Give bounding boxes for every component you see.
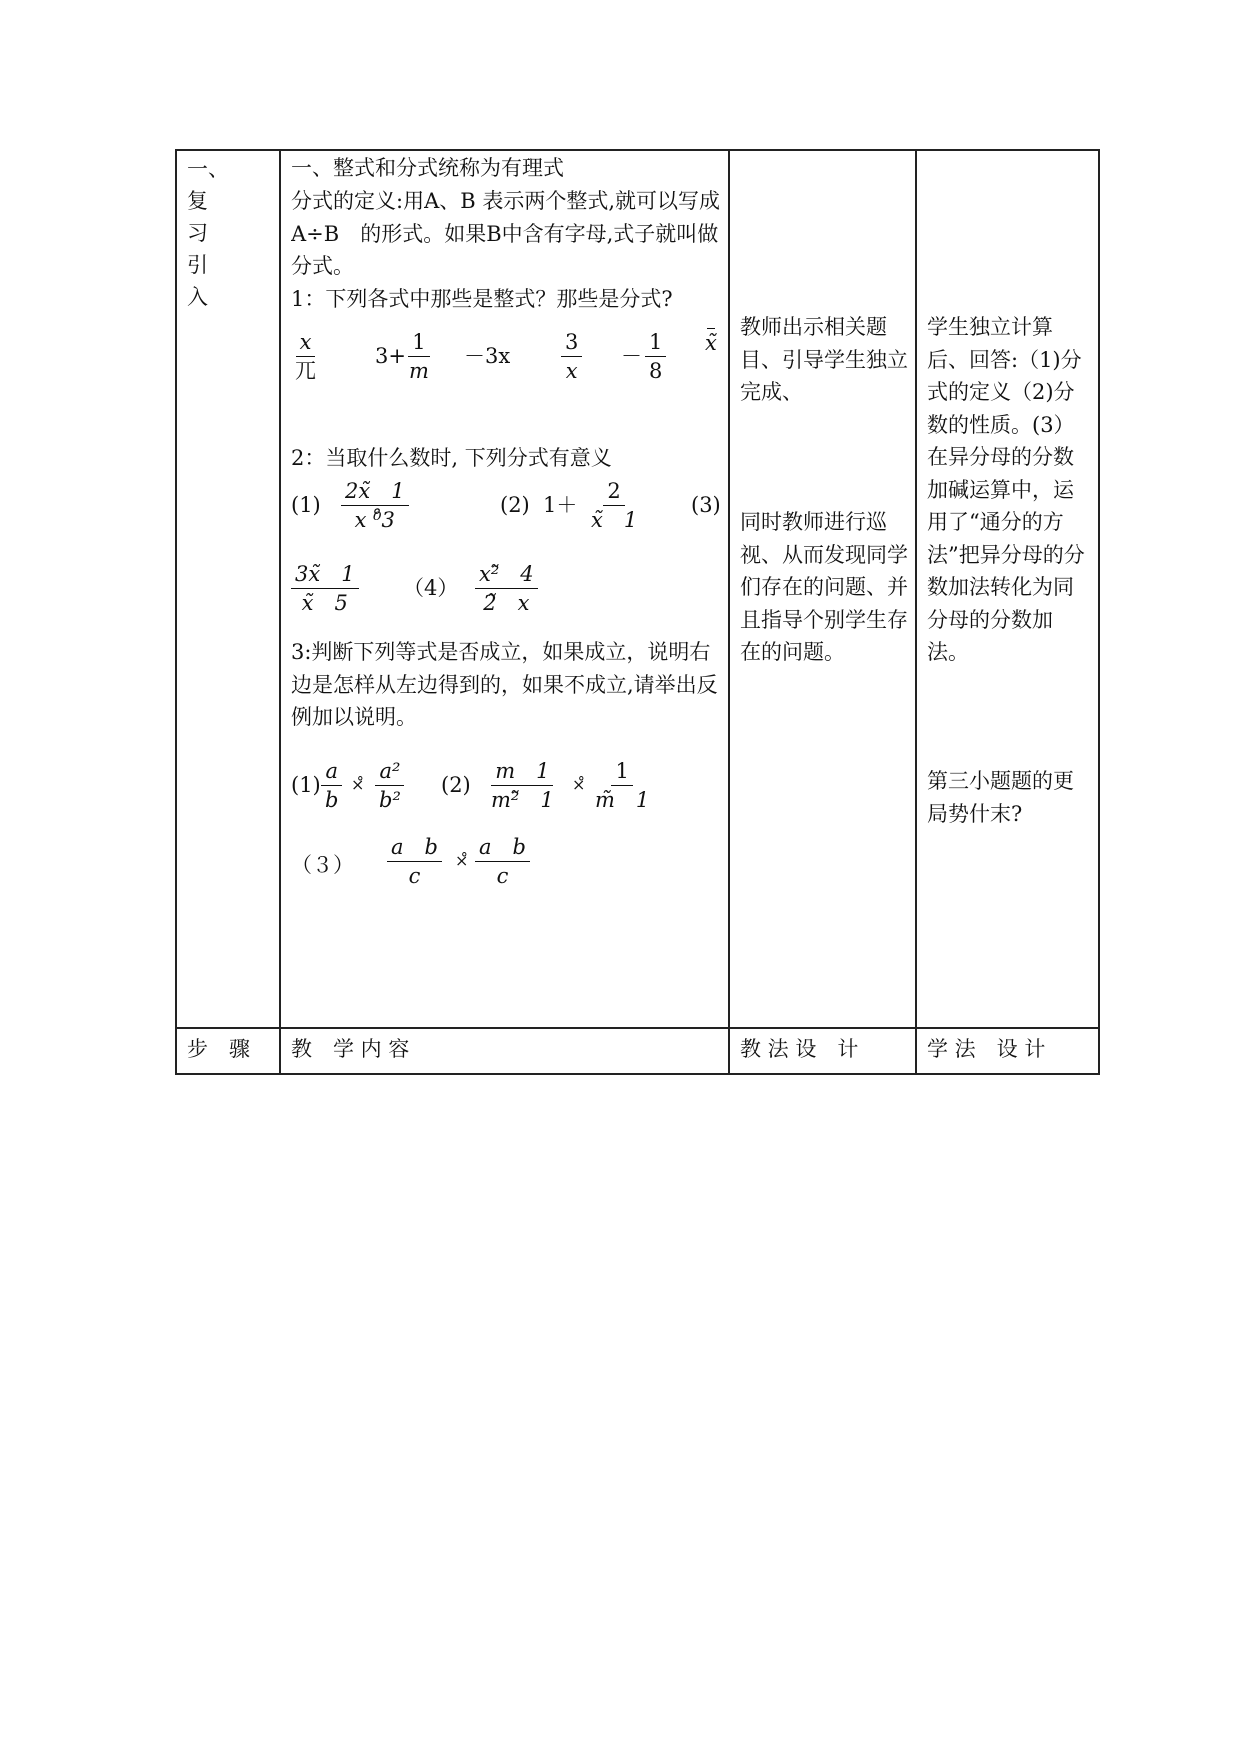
numerator: 3x̃ 1 <box>291 560 359 589</box>
q2-label-2: (2) <box>500 493 530 517</box>
denominator: 兀 <box>295 359 316 383</box>
q1-expression-d <box>561 328 582 385</box>
numerator: a <box>321 757 342 786</box>
q3-eq2-right <box>591 757 653 814</box>
question-2: 2：当取什么数时, 下列分式有意义 <box>291 446 612 470</box>
fraction-definition: 分式的定义:用A、B 表示两个整式,就可以写成A÷B 的形式。如果B中含有字母,式子就叫做分式。 <box>291 189 721 278</box>
learning-method-block-1: 学生独立计算后、回答:（1)分式的定义（2)分数的性质。(3）在异分母的分数加碱运算中，运用了“通分的方法”把异分母的分数加法转化为同分母的分数加法。 <box>927 315 1085 664</box>
denominator: b <box>325 788 339 812</box>
teaching-method-block-1: 教师出示相关题目、引导学生独立完成、 <box>740 315 908 404</box>
q2-fraction-2-prefix: 1＋ <box>543 493 578 517</box>
header-teaching-content: 教 学 内 容 <box>291 1037 410 1061</box>
q3-eq2-operator: ×̊ <box>572 775 586 794</box>
q1-expression-f <box>701 328 721 357</box>
q3-eq1-right <box>375 757 405 814</box>
step-char: 一、 <box>187 157 229 181</box>
q3-eq3-right <box>475 833 530 890</box>
denominator: x̃ <box>705 331 717 355</box>
q3-label-3: （３） <box>291 853 354 877</box>
q2-fraction-4 <box>475 560 538 617</box>
q1-expression-a <box>291 328 320 385</box>
numerator: m 1 <box>491 757 553 786</box>
denominator: 2̃ x <box>483 591 530 615</box>
q3-eq1-left <box>321 757 342 814</box>
table-border-left <box>175 149 177 1075</box>
step-char: 复 <box>187 189 208 213</box>
learning-method-block-2: 第三小题题的更局势什末? <box>927 769 1074 826</box>
table-border-right <box>1098 149 1100 1075</box>
teaching-method-block-2: 同时教师进行巡视、从而发现同学们存在的问题、并且指导个别学生存在的问题。 <box>740 510 908 664</box>
numerator: 1 <box>408 328 429 357</box>
q3-eq3-left <box>387 833 442 890</box>
header-teaching-method: 教 法 设 计 <box>740 1037 859 1061</box>
numerator: a b <box>475 833 530 862</box>
numerator: x <box>296 328 316 357</box>
q3-label-1: (1) <box>291 773 321 797</box>
step-char: 入 <box>187 285 208 309</box>
numerator: 1 <box>611 757 632 786</box>
header-step: 步 骤 <box>187 1037 250 1061</box>
q2-fraction-1 <box>341 477 409 534</box>
denominator: c <box>408 864 421 888</box>
denominator: m²̃ 1 <box>491 788 554 812</box>
numerator: x²̃ 4 <box>475 560 538 589</box>
table-border-bottom <box>175 1073 1100 1075</box>
row-divider <box>175 1027 1100 1029</box>
q1-expression-c: －3x <box>464 344 511 368</box>
denominator: c <box>496 864 509 888</box>
denominator: x ⁰̊3 <box>354 508 395 532</box>
numerator: 3 <box>561 328 582 357</box>
q3-eq2-left <box>487 757 558 814</box>
step-char: 引 <box>187 253 208 277</box>
denominator: b² <box>379 788 401 812</box>
column-divider-2 <box>728 149 730 1075</box>
column-divider-1 <box>279 149 281 1075</box>
denominator: 8 <box>649 359 663 383</box>
q2-fraction-2 <box>587 477 641 534</box>
denominator: m <box>409 359 429 383</box>
q2-label-4: （4） <box>403 576 459 600</box>
q2-label-1: (1) <box>291 493 321 517</box>
numerator: 2 <box>603 477 624 506</box>
question-1: 1：下列各式中那些是整式？那些是分式? <box>291 287 673 311</box>
step-char: 习 <box>187 221 208 245</box>
q1-expression-b <box>405 328 433 385</box>
numerator: 2x̃ 1 <box>341 477 409 506</box>
q3-label-2: (2) <box>441 773 471 797</box>
numerator: a b <box>387 833 442 862</box>
question-3: 3:判断下列等式是否成立，如果成立，说明右边是怎样从左边得到的，如果不成立,请举出反例加以说明。 <box>291 640 718 729</box>
lesson-plan-table <box>175 149 1100 1075</box>
q3-eq3-operator: ×̊ <box>455 851 469 870</box>
q2-label-3: (3) <box>691 493 721 517</box>
q1-expression-b-prefix: 3+ <box>375 344 406 368</box>
header-learning-method: 学 法 设 计 <box>927 1037 1046 1061</box>
q1-expression-e <box>645 328 666 385</box>
q2-fraction-3 <box>291 560 359 617</box>
numerator: a² <box>375 757 404 786</box>
column-divider-3 <box>915 149 917 1075</box>
intro-line: 一、整式和分式统称为有理式 <box>291 156 564 180</box>
numerator: 1 <box>645 328 666 357</box>
denominator: m̃ 1 <box>595 788 650 812</box>
content-column <box>291 149 723 1025</box>
step-column <box>187 153 267 313</box>
denominator: x̃ 1 <box>591 508 638 532</box>
denominator: x̃ 5 <box>301 591 348 615</box>
q1-expression-e-prefix: － <box>621 344 642 368</box>
q3-eq1-operator: ×̊ <box>351 775 365 794</box>
denominator: x <box>565 359 578 383</box>
